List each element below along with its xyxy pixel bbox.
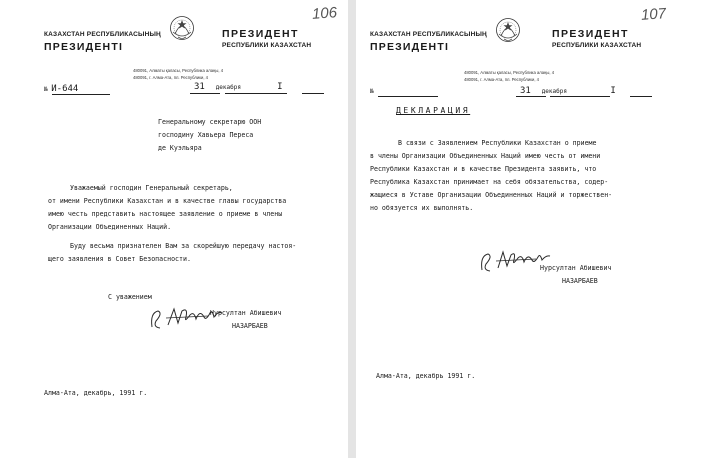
letter-page [0,0,348,458]
closing: С уважением [108,293,152,301]
date-month-underline [225,93,287,94]
letter-date [194,82,283,92]
body-line: имею честь представить настоящее заявление о приеме в члены [48,210,283,218]
outgoing-number: И-644 [51,84,79,94]
body-line: но обязуется их выполнять. [370,204,474,212]
date-day: 31 [520,86,531,96]
header-ru-line1: ПРЕЗИДЕНТ [552,28,629,40]
outgoing-number-label [44,84,78,94]
address-kz: 480091, Алматы қаласы, Республика алаңы, 4 [133,68,224,73]
date-day: 31 [194,82,205,92]
state-emblem [169,14,195,42]
body-line: щего заявления в Совет Безопасности. [48,255,191,263]
date-day-underline [516,96,546,97]
date-month-underline [550,96,610,97]
number-prefix: № [370,88,374,95]
declaration-page [356,0,705,458]
recipient-line: де Куэльяра [158,144,202,152]
body-line: Уважаемый господин Генеральный секретарь, [70,184,233,192]
header-ru-line2: РЕСПУБЛИКИ КАЗАХСТАН [222,42,312,49]
date-year-underline [630,96,652,97]
signatory-surname: НАЗАРБАЕВ [562,277,598,285]
header-kz-line1: КАЗАХСТАН РЕСПУБЛИКАСЫНЫҢ [370,31,487,38]
address-ru: 480091, г. Алма-Ата, пл. Республики, 4 [464,77,540,82]
date-year-underline [302,93,324,94]
body-line: Буду весьма признателен Вам за скорейшую передачу настоя- [70,242,297,250]
outgoing-number-label [370,88,374,95]
header-kz-line2: ПРЕЗИДЕНТІ [370,41,450,53]
date-year: I [277,82,283,92]
header-kz-line1: КАЗАХСТАН РЕСПУБЛИКАСЫНЫҢ [44,31,161,38]
body-line: в члены Организации Объединенных Наций имею честь от имени [370,152,601,160]
number-underline [52,94,110,95]
number-prefix: № [44,86,48,93]
page-divider [348,0,356,458]
body-line: Республика Казахстан принимает на себя обязательства, содер- [370,178,609,186]
header-ru-line1: ПРЕЗИДЕНТ [222,28,299,40]
address-ru: 480091, г. Алма-Ата, пл. Республики, 4 [133,75,209,80]
date-day-underline [190,93,220,94]
body-line: от имени Республики Казахстан и в качестве главы государства [48,197,287,205]
signatory-name: Нурсултан Абишевич [210,309,282,317]
body-line: Республики Казахстан и в качестве Президента заявить, что [370,165,597,173]
archive-number: 107 [640,5,667,24]
date-month: декабря [215,84,241,91]
recipient-line: Генеральному секретарю ООН [158,118,262,126]
signatory-name: Нурсултан Абишевич [540,264,612,272]
header-kz-line2: ПРЕЗИДЕНТІ [44,41,124,53]
body-line: В связи с Заявлением Республики Казахстан о приеме [398,139,597,147]
date-month: декабря [541,88,567,95]
number-underline [378,96,438,97]
archive-number: 106 [311,4,338,23]
recipient-line: господину Хавьера Переса [158,131,254,139]
header-ru-line2: РЕСПУБЛИКИ КАЗАХСТАН [552,42,642,49]
place-date: Алма-Ата, декабрь 1991 г. [376,372,476,380]
body-line: жащиеся в Уставе Организации Объединенных Наций и торжествен- [370,191,613,199]
address-kz: 480091, Алматы қаласы, Республика алаңы, 4 [464,70,555,75]
body-line: Организации Объединенных Наций. [48,223,172,231]
signatory-surname: НАЗАРБАЕВ [232,322,268,330]
place-date: Алма-Ата, декабрь, 1991 г. [44,389,148,397]
document-title: ДЕКЛАРАЦИЯ [396,106,471,115]
state-emblem [495,16,521,44]
declaration-date [520,86,616,96]
date-year: I [610,86,616,96]
